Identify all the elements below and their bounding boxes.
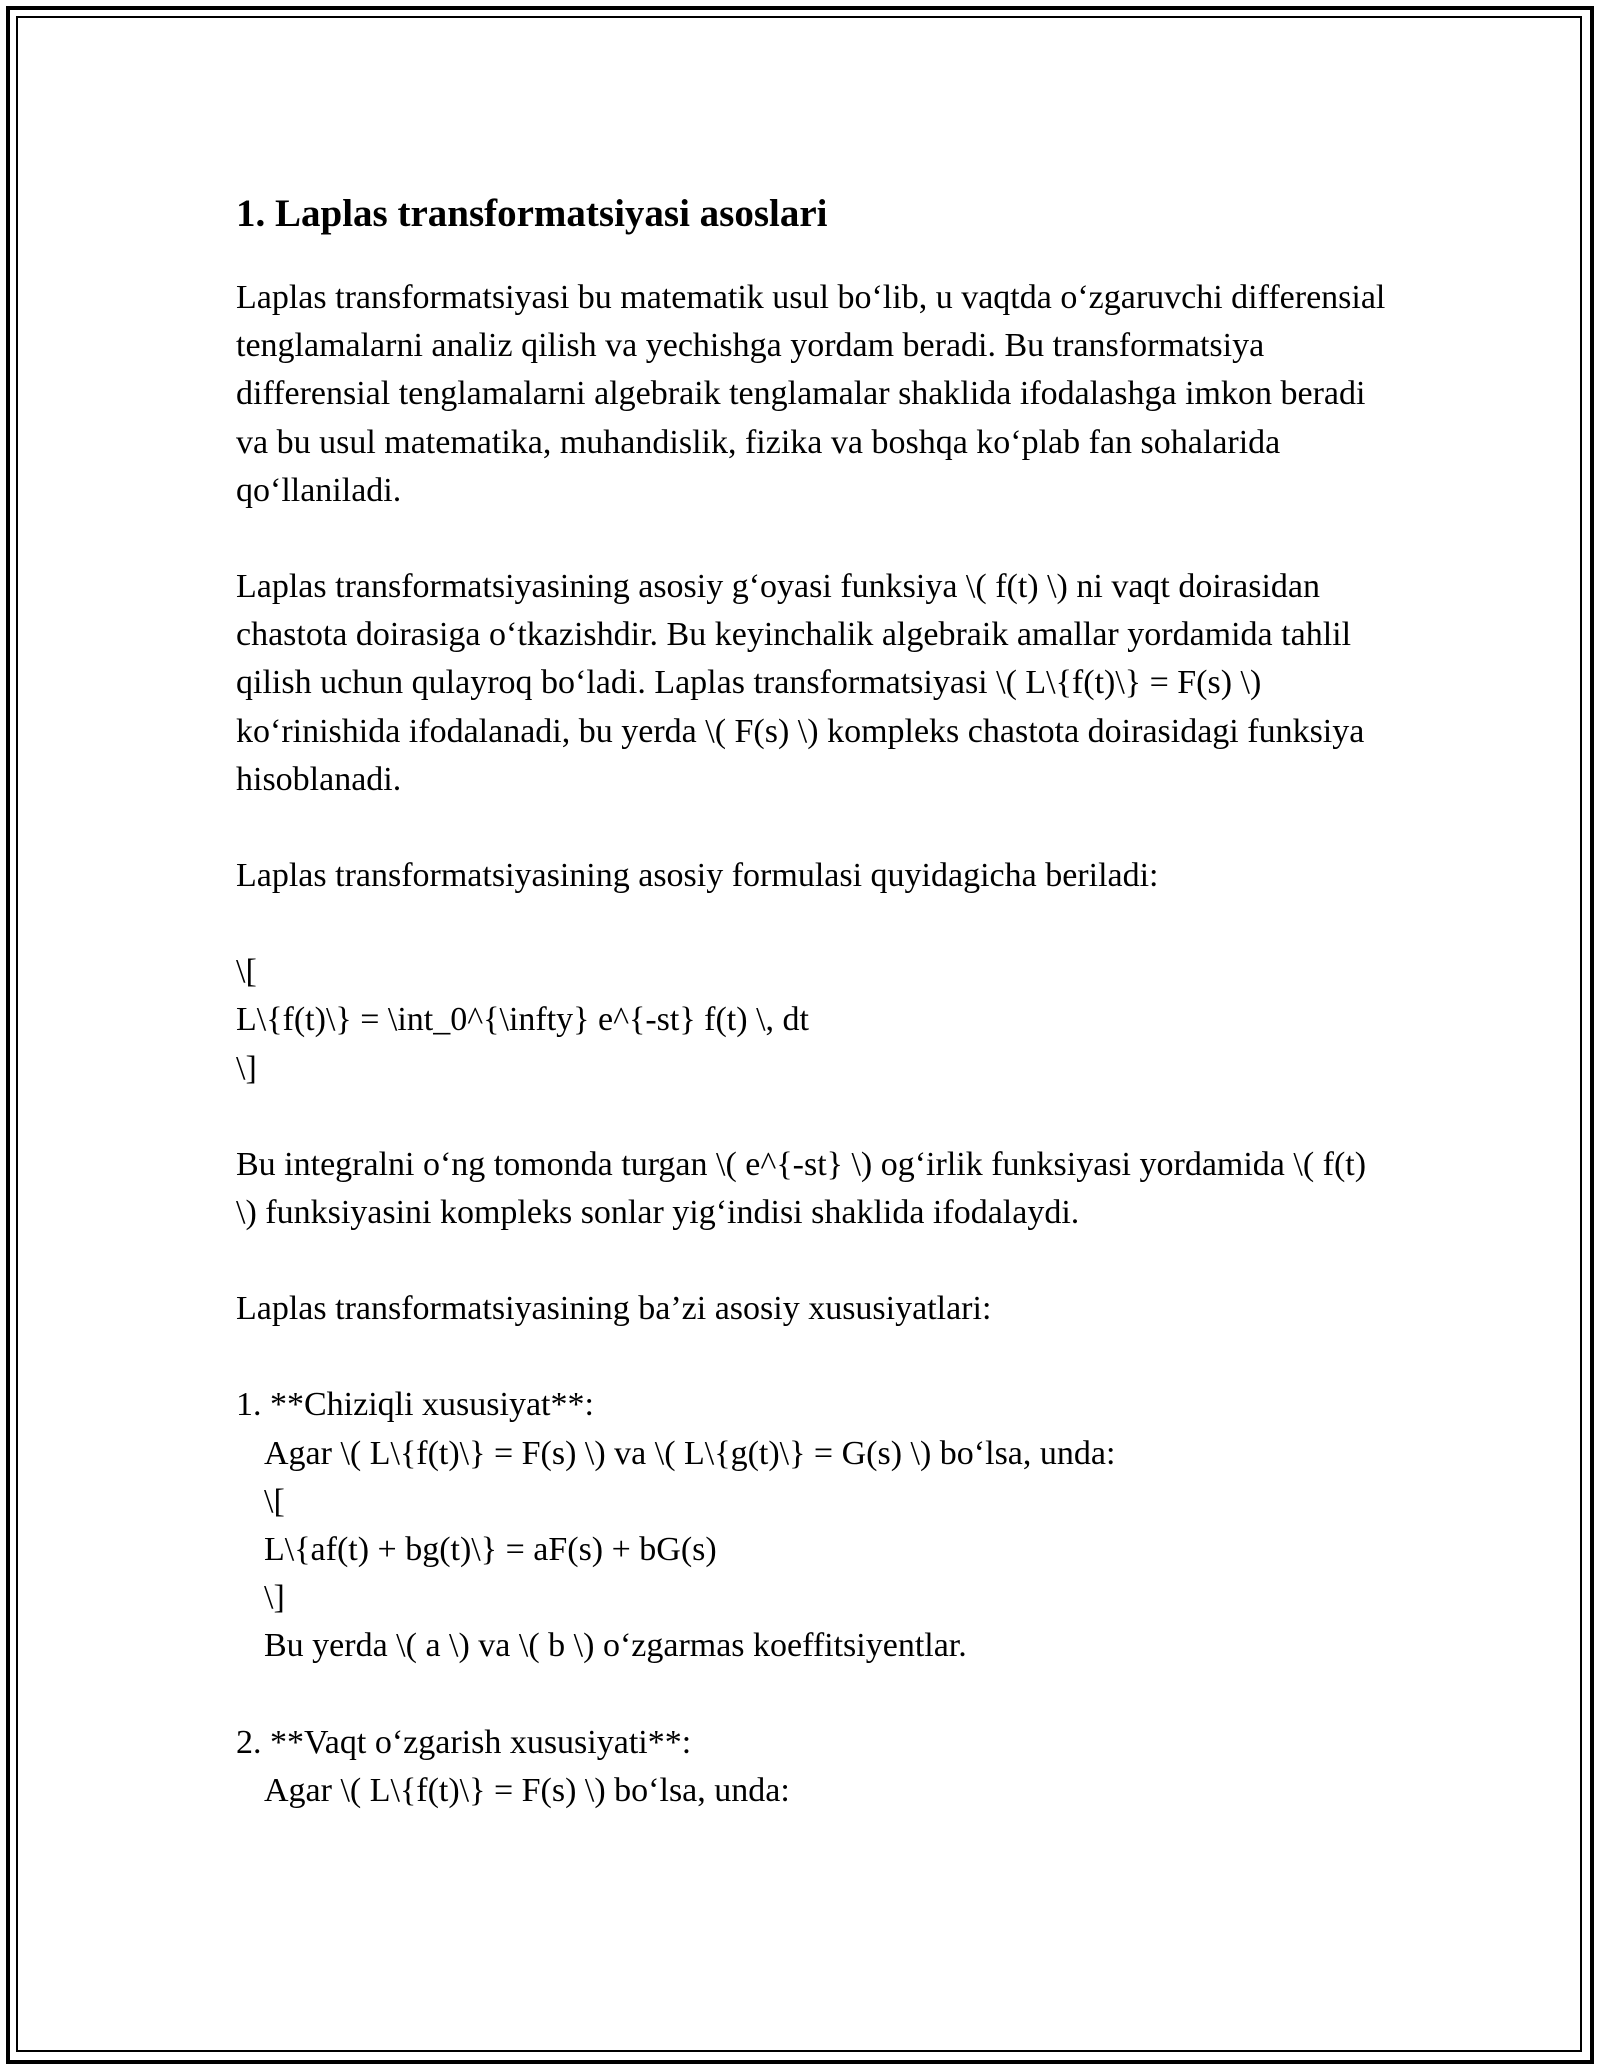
property-time-shift bbox=[236, 1719, 1386, 1815]
formula-open: \[ bbox=[236, 953, 257, 991]
property-line: Agar \( L\{f(t)\} = F(s) \) va \( L\{g(t)\} = G(s) \) bo‘lsa, unda: bbox=[264, 1434, 1116, 1472]
property-title: 2. **Vaqt o‘zgarish xususiyati**: bbox=[236, 1723, 692, 1761]
paragraph-properties-intro: Laplas transformatsiyasining ba’zi asosiy xususiyatlari: bbox=[236, 1290, 992, 1328]
formula-open: \[ bbox=[264, 1482, 285, 1520]
paragraph-integral-explanation: Bu integralni o‘ng tomonda turgan \( e^{-st} \) og‘irlik funksiyasi yordamida \( f(t) \) funksiyasini kompleks sonlar yig‘indisi shaklida ifodalaydi. bbox=[236, 1145, 1367, 1232]
property-title: 1. **Chiziqli xususiyat**: bbox=[236, 1386, 594, 1424]
formula-close: \] bbox=[264, 1579, 285, 1617]
property-linear bbox=[236, 1381, 1386, 1670]
document-body bbox=[236, 188, 1386, 1863]
formula-close: \] bbox=[236, 1049, 257, 1087]
formula-body: L\{af(t) + bg(t)\} = aF(s) + bG(s) bbox=[264, 1531, 717, 1569]
formula-body: L\{f(t)\} = \int_0^{\infty} e^{-st} f(t) \, dt bbox=[236, 1001, 809, 1039]
property-line: Agar \( L\{f(t)\} = F(s) \) bo‘lsa, unda: bbox=[264, 1771, 790, 1809]
paragraph-intro: Laplas transformatsiyasi bu matematik usul bo‘lib, u vaqtda o‘zgaruvchi differensial tenglamalarni analiz qilish va yechishga yordam beradi. Bu transformatsiya differensial tenglamalarni algebraik tenglamalar shaklida ifodalashga imkon beradi va bu usul matematika, muhandislik, fizika va boshqa ko‘plab fan sohalarida qo‘llaniladi. bbox=[236, 279, 1386, 509]
paragraph-formula-intro: Laplas transformatsiyasining asosiy formulasi quyidagicha beriladi: bbox=[236, 857, 1159, 895]
main-formula bbox=[236, 948, 1386, 1093]
property-line: Bu yerda \( a \) va \( b \) o‘zgarmas koeffitsiyentlar. bbox=[264, 1627, 967, 1665]
paragraph-idea: Laplas transformatsiyasining asosiy g‘oyasi funksiya \( f(t) \) ni vaqt doirasidan chastota doirasiga o‘tkazishdir. Bu keyinchalik algebraik amallar yordamida tahlil qilish uchun qulayroq bo‘ladi. Laplas transformatsiyasi \( L\{f(t)\} = F(s) \) ko‘rinishida ifodalanadi, bu yerda \( F(s) \) kompleks chastota doirasidagi funksiya hisoblanadi. bbox=[236, 568, 1365, 798]
section-heading: 1. Laplas transformatsiyasi asoslari bbox=[236, 192, 828, 235]
